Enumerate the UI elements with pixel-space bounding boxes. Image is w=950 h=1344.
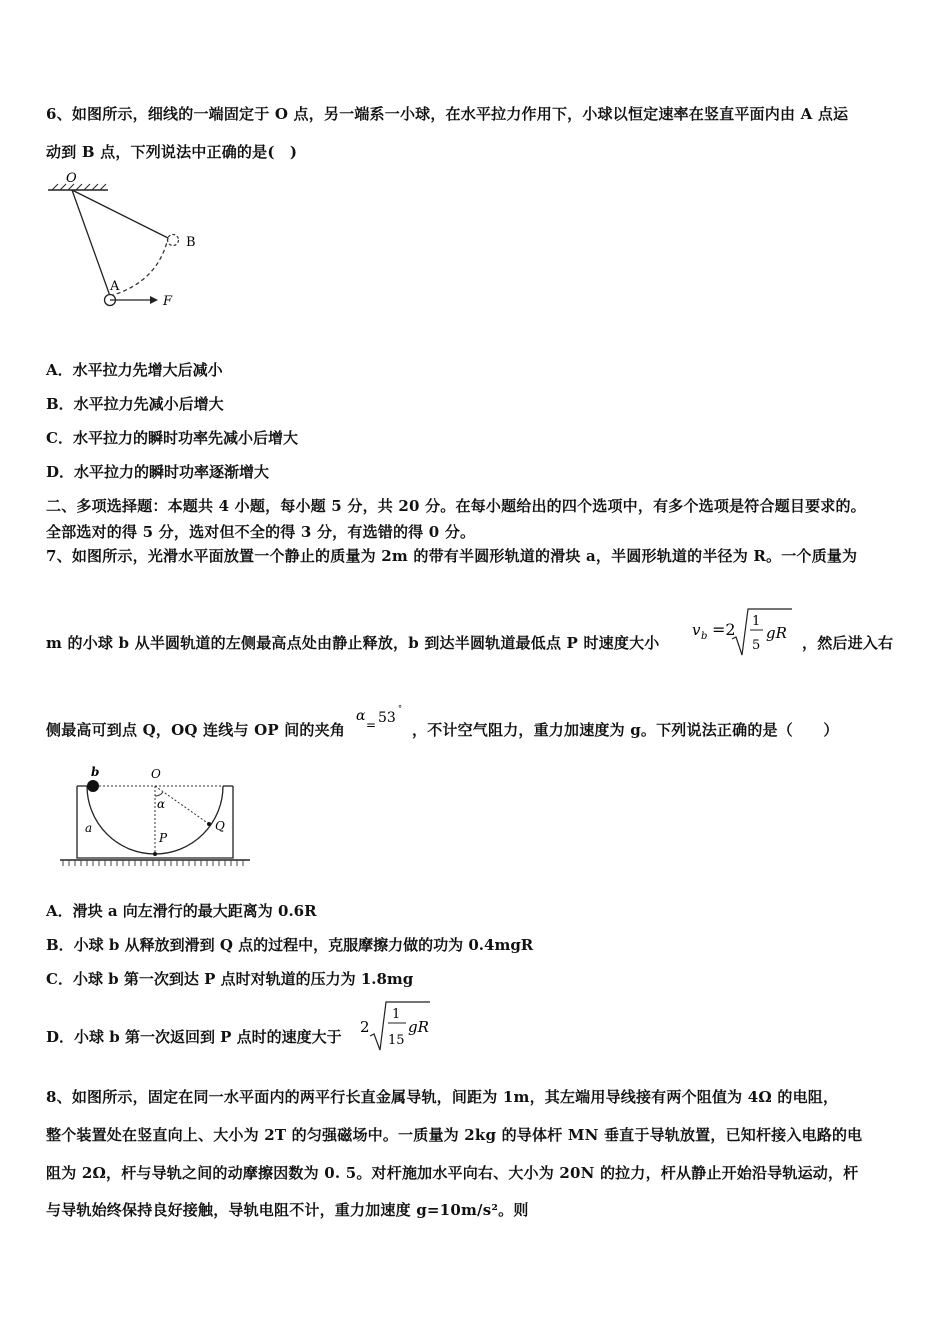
svg-text:v: v (692, 621, 701, 639)
q7-option-a: A．滑块 a 向左滑行的最大距离为 0.6R (46, 902, 317, 920)
q8-stem-line1: 8、如图所示，固定在同一水平面内的两平行长直金属导轨，间距为 1m，其左端用导线接有两个阻值为 4Ω 的电阻， (46, 1088, 839, 1106)
svg-text:2: 2 (360, 1018, 370, 1036)
q6-label-a: A (110, 279, 120, 294)
svg-text:°: ° (398, 704, 402, 713)
q6-option-c: C．水平拉力的瞬时功率先减小后增大 (46, 429, 298, 447)
q7-label-q: Q (215, 819, 225, 833)
q7-stem-line3-part2: ，不计空气阻力，重力加速度为 g。下列说法正确的是（ ） (412, 721, 839, 739)
svg-text:53: 53 (378, 710, 396, 726)
q7-label-o: O (151, 767, 161, 781)
q6-option-a: A．水平拉力先增大后减小 (46, 361, 223, 379)
svg-text:1: 1 (752, 614, 761, 629)
q7-stem-line3-part1: 侧最高可到点 Q，OQ 连线与 OP 间的夹角 (46, 721, 346, 739)
q7-label-b: b (91, 765, 100, 779)
q7-option-b: B．小球 b 从释放到滑到 Q 点的过程中，克服摩擦力做的功为 0.4mgR (46, 936, 534, 954)
q7-stem-line2-part1: m 的小球 b 从半圆轨道的左侧最高点处由静止释放，b 到达半圆轨道最低点 P 时速度大小 (46, 634, 660, 652)
q8-stem-line2: 整个装置处在竖直向上、大小为 2T 的匀强磁场中。一质量为 2kg 的导体杆 MN 垂直于导轨放置，已知杆接入电路的电 (46, 1126, 863, 1144)
q6-stem-line1: 6、如图所示，细线的一端固定于 O 点，另一端系一小球，在水平拉力作用下，小球以恒定速率在竖直平面内由 A 点运 (46, 105, 849, 123)
svg-text:gR: gR (766, 624, 787, 642)
svg-text:=2: =2 (712, 620, 736, 639)
q7-label-a: a (85, 821, 93, 835)
svg-text:α: α (356, 708, 366, 724)
q6-option-b: B．水平拉力先减小后增大 (46, 395, 224, 413)
q7-label-alpha: α (157, 797, 166, 811)
section2-instructions-line1: 二、多项选择题：本题共 4 小题，每小题 5 分，共 20 分。在每小题给出的四个选项中，有多个选项是符合题目要求的。 (46, 497, 866, 515)
q7-stem-line2-part2: ，然后进入右 (802, 634, 894, 652)
svg-text:1: 1 (392, 1007, 401, 1022)
q7-formula-vb (692, 605, 802, 660)
svg-text:b: b (701, 631, 708, 642)
q6-pendulum-figure (40, 170, 220, 315)
q7-formula-d (360, 998, 440, 1054)
q8-stem-line3: 阻为 2Ω，杆与导轨之间的动摩擦因数为 0. 5。对杆施加水平向右、大小为 20N 的拉力，杆从静止开始沿导轨运动，杆 (46, 1164, 859, 1182)
svg-text:5: 5 (752, 638, 761, 653)
q7-stem-line1: 7、如图所示，光滑水平面放置一个静止的质量为 2m 的带有半圆形轨道的滑块 a，半圆形轨道的半径为 R。一个质量为 (46, 547, 858, 565)
svg-text:gR: gR (408, 1018, 429, 1036)
q7-option-d: D．小球 b 第一次返回到 P 点时的速度大于 (46, 1028, 342, 1046)
q6-option-d: D．水平拉力的瞬时功率逐渐增大 (46, 463, 270, 481)
section2-instructions-line2: 全部选对的得 5 分，选对但不全的得 3 分，有选错的得 0 分。 (46, 523, 476, 541)
q6-label-o: O (66, 171, 77, 186)
q7-option-c: C．小球 b 第一次到达 P 点时对轨道的压力为 1.8mg (46, 970, 414, 988)
q7-label-p: P (159, 831, 168, 845)
q7-stem-line2 (46, 632, 659, 653)
q7-track-figure (55, 762, 255, 872)
q8-stem-line4: 与导轨始终保持良好接触，导轨电阻不计，重力加速度 g=10m/s²。则 (46, 1201, 529, 1219)
svg-text:=: = (366, 718, 377, 732)
q6-stem-line2: 动到 B 点，下列说法中正确的是( ) (46, 143, 298, 161)
svg-text:15: 15 (388, 1033, 405, 1048)
q6-label-b: B (186, 235, 196, 250)
q6-label-f: F (163, 294, 173, 309)
q7-formula-alpha (354, 702, 414, 736)
